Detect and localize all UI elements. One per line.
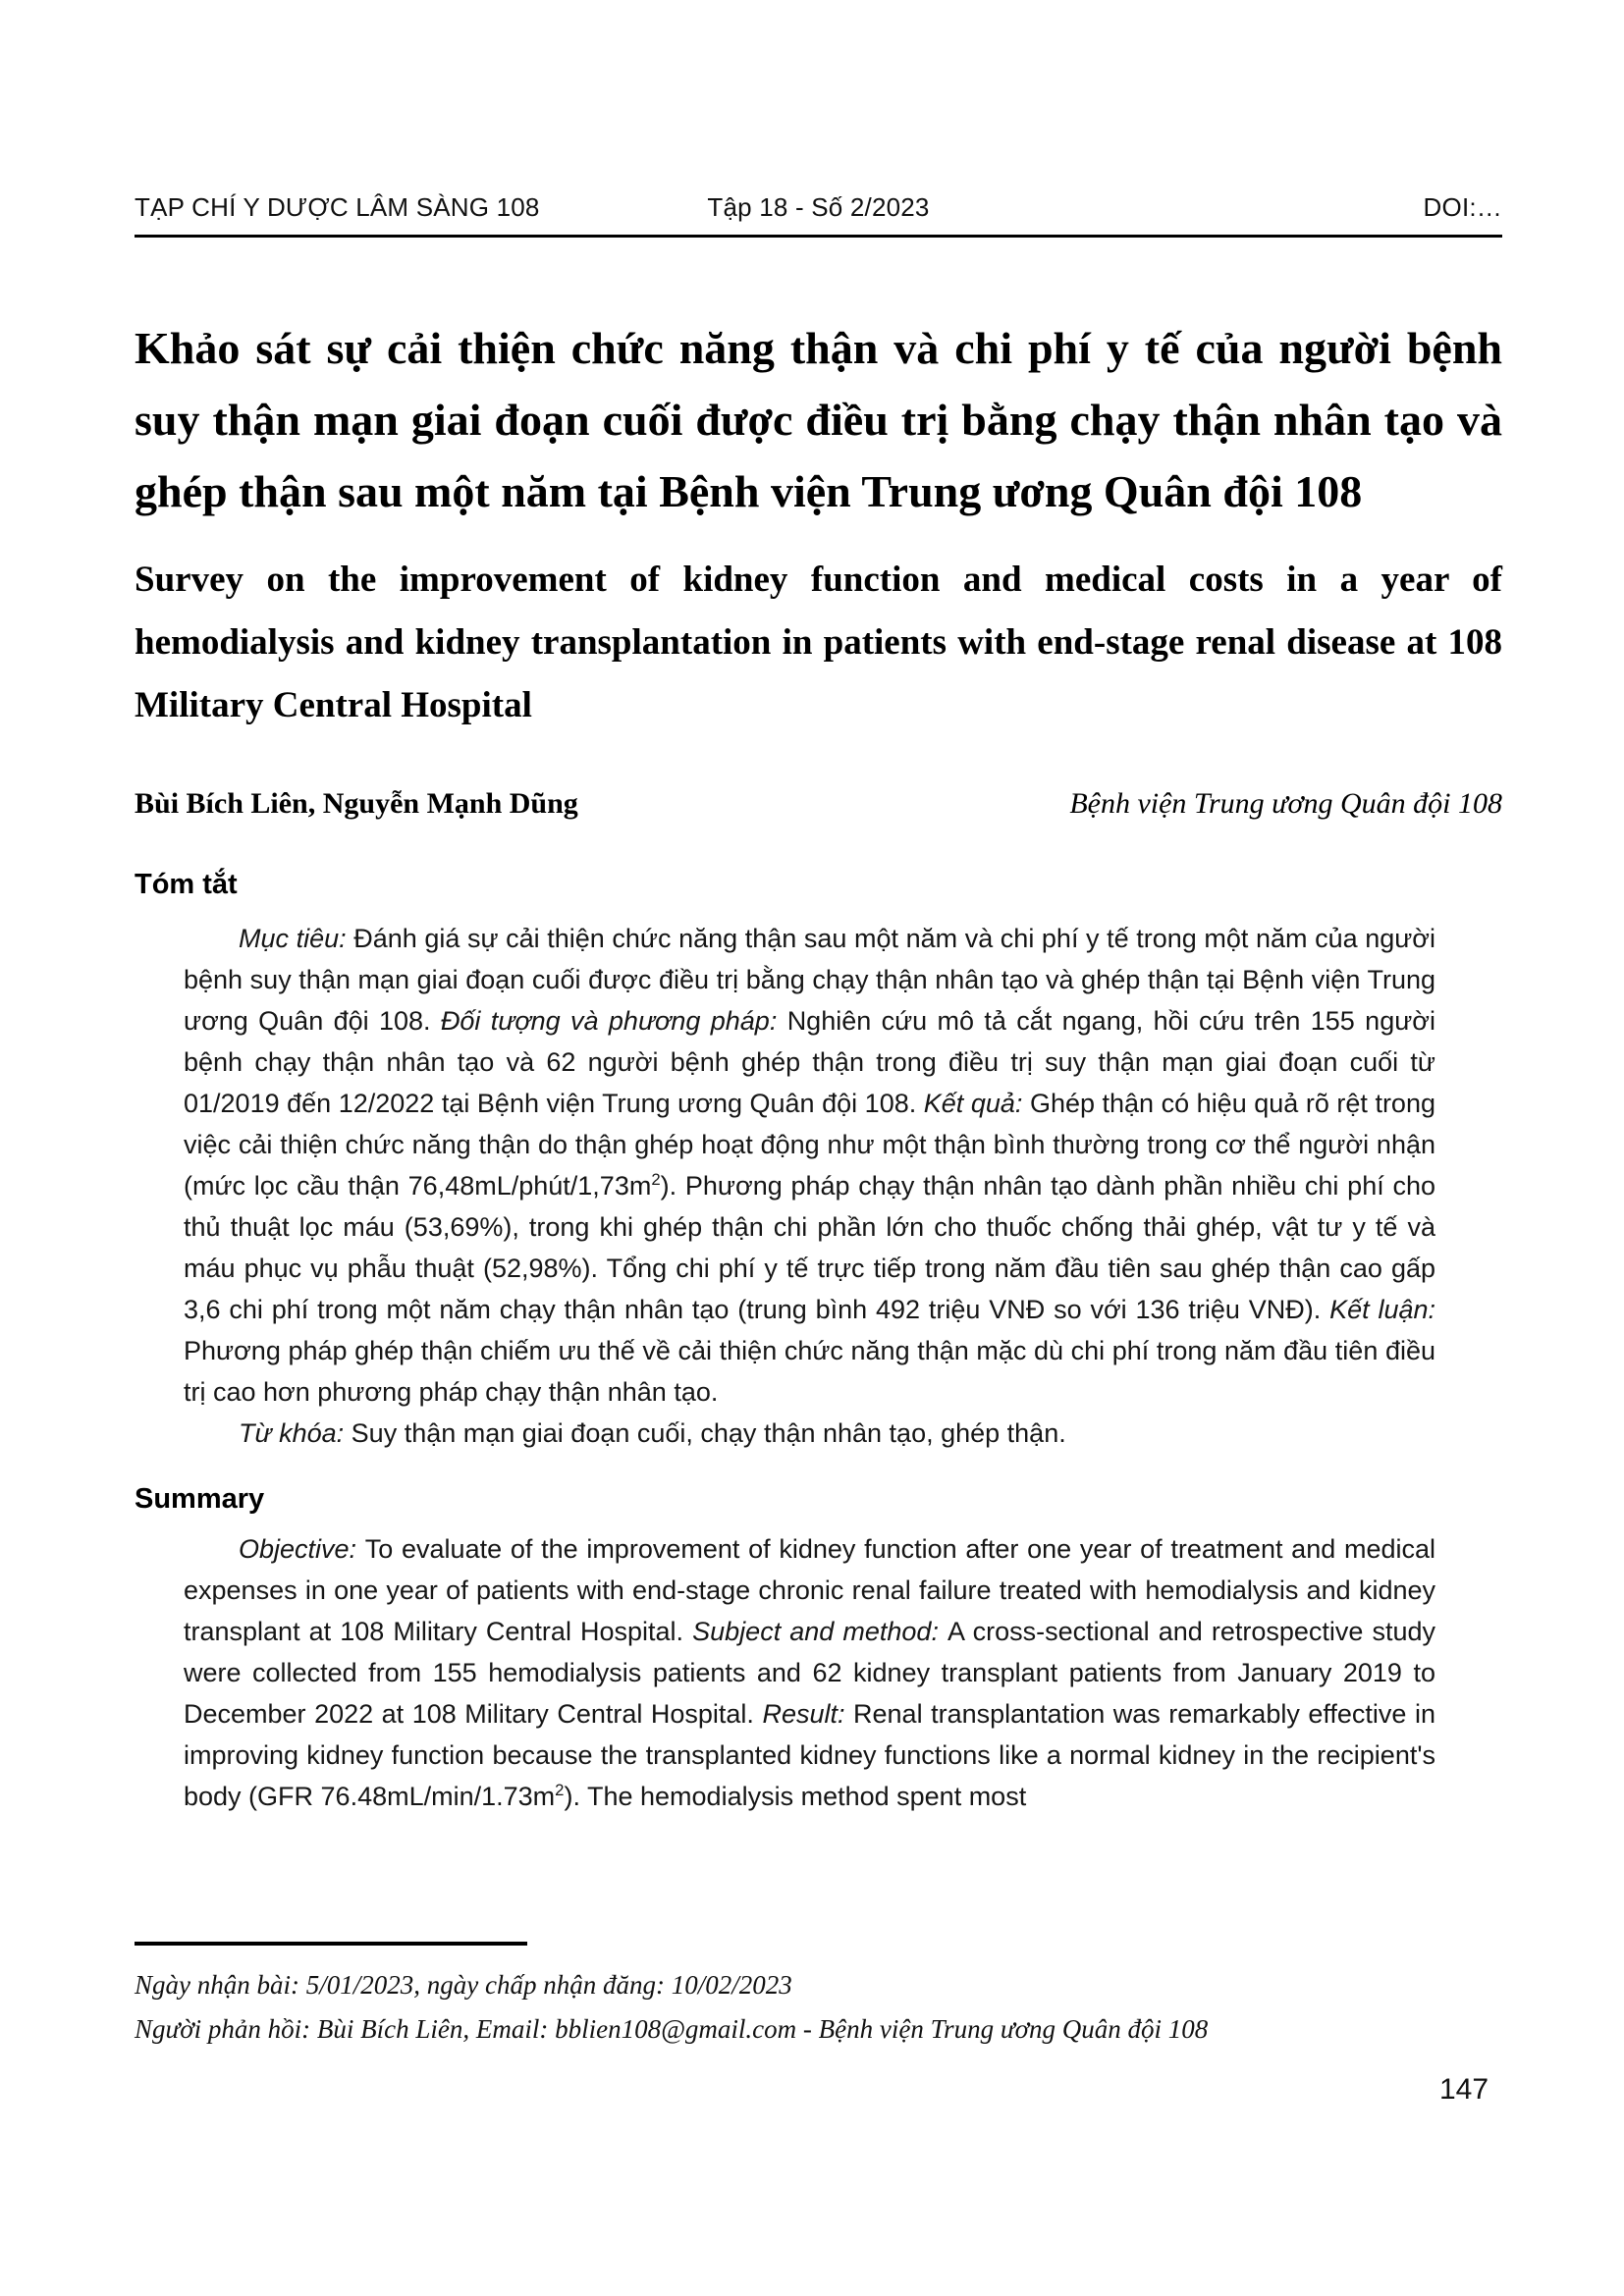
header-divider bbox=[135, 235, 1502, 238]
doi-label: DOI:… bbox=[1423, 192, 1502, 222]
corresponding-author: Người phản hồi: Bùi Bích Liên, Email: bblien108@gmail.com - Bệnh viện Trung ương Quân đội 108 bbox=[135, 2014, 1209, 2044]
keywords-vi: Từ khóa: Suy thận mạn giai đoạn cuối, chạy thận nhân tạo, ghép thận. bbox=[239, 1418, 1066, 1448]
issue-info: Tập 18 - Số 2/2023 bbox=[707, 192, 930, 222]
footnote-divider bbox=[135, 1942, 527, 1946]
received-dates: Ngày nhận bài: 5/01/2023, ngày chấp nhận đăng: 10/02/2023 bbox=[135, 1970, 792, 2000]
affiliation: Bệnh viện Trung ương Quân đội 108 bbox=[1069, 787, 1502, 820]
summary-heading: Summary bbox=[135, 1483, 265, 1515]
authors-row bbox=[135, 784, 1502, 824]
footnote-area bbox=[135, 1942, 1502, 2052]
article-title-en: Survey on the improvement of kidney function and medical costs in a year of hemodialysis and kidney transplantation in patients with end-stage renal disease at 108 Military Central Hospital bbox=[135, 560, 1502, 725]
abstract-vi-text: Mục tiêu: Đánh giá sự cải thiện chức năng thận sau một năm và chi phí y tế trong một năm của người bệnh suy thận mạn giai đoạn cuối được điều trị bằng chạy thận nhân tạo và ghép thận tại Bệnh viện Trung ương Quân đội 108. Đối tượng và phương pháp: Nghiên cứu mô tả cắt ngang, hồi cứu trên 155 người bệnh chạy thận nhân tạo và 62 người bệnh ghép thận trong điều trị suy thận mạn giai đoạn cuối từ 01/2019 đến 12/2022 tại Bệnh viện Trung ương Quân đội 108. Kết quả: Ghép thận có hiệu quả rõ rệt trong việc cải thiện chức năng thận do thận ghép hoạt động như một thận bình thường trong cơ thể người nhận (mức lọc cầu thận $76,48mL/phút/1,73m^2$). Phương pháp chạy thận nhân tạo dành phần nhiều chi phí cho thủ thuật lọc máu (53,69%), trong khi ghép thận chi phần lớn cho thuốc chống thải ghép, vật tư y tế và máu phục vụ phẫu thuật (52,98%). Tổng chi phí y tế trực tiếp trong năm đầu tiên sau ghép thận cao gấp 3,6 chi phí trong một năm chạy thận nhân tạo (trung bình 492 triệu VNĐ so với 136 triệu VNĐ). Kết luận: Phương pháp ghép thận chiếm ưu thế về cải thiện chức năng thận mặc dù chi phí trong năm đầu tiên điều trị cao hơn phương pháp chạy thận nhân tạo. bbox=[184, 924, 1436, 1407]
authors: Bùi Bích Liên, Nguyễn Mạnh Dũng bbox=[135, 787, 578, 820]
journal-name: TẠP CHÍ Y DƯỢC LÂM SÀNG 108 bbox=[135, 192, 540, 222]
summary-text: Objective: To evaluate of the improvement of kidney function after one year of treatment and medical expenses in one year of patients with end-stage chronic renal failure treated with hemodialysis and kidney transplant at 108 Military Central Hospital. Subject and method: A cross-sectional and retrospective study were collected from 155 hemodialysis patients and 62 kidney transplant patients from January 2019 to December 2022 at 108 Military Central Hospital. Result: Renal transplantation was remarkably effective in improving kidney function because the transplanted kidney functions like a normal kidney in the recipient's body (GFR $76.48mL/\min/1.73m^2$). The hemodialysis method spent most bbox=[184, 1534, 1436, 1811]
abstract-heading-vi: Tóm tắt bbox=[135, 869, 238, 900]
article-title-vi: Khảo sát sự cải thiện chức năng thận và chi phí y tế của người bệnh suy thận mạn giai đoạn cuối được điều trị bằng chạy thận nhân tạo và ghép thận sau một năm tại Bệnh viện Trung ương Quân đội 108 bbox=[135, 323, 1502, 516]
page-header bbox=[135, 192, 1502, 223]
page-number: 147 bbox=[1439, 2073, 1489, 2106]
